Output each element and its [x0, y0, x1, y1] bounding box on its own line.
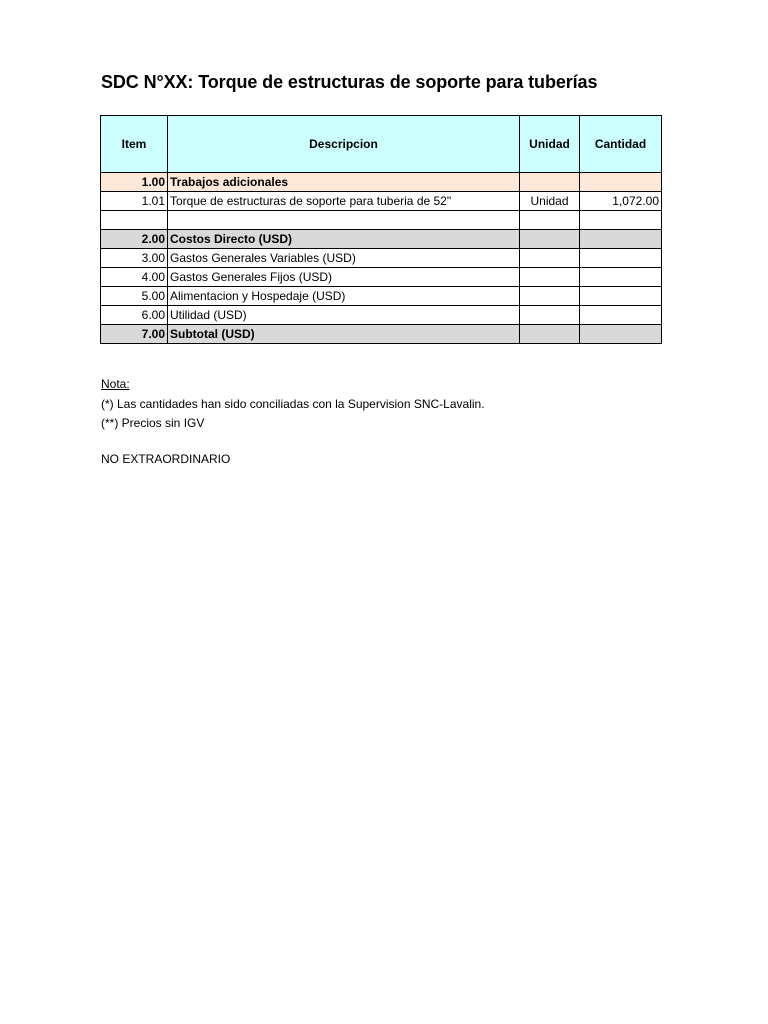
cell-item: 1.00 [101, 173, 168, 192]
column-header-item: Item [101, 116, 168, 173]
cell-descripcion [168, 211, 520, 230]
column-header-cantidad: Cantidad [580, 116, 662, 173]
table-row [101, 325, 662, 344]
cell-unidad [520, 230, 580, 249]
cell-item: 4.00 [101, 268, 168, 287]
cell-cantidad [580, 325, 662, 344]
cell-item: 1.01 [101, 192, 168, 211]
column-header-unidad: Unidad [520, 116, 580, 173]
cell-descripcion: Costos Directo (USD) [168, 230, 520, 249]
cell-cantidad [580, 230, 662, 249]
cell-cantidad [580, 249, 662, 268]
cell-unidad [520, 287, 580, 306]
table-row [101, 249, 662, 268]
cell-descripcion: Gastos Generales Fijos (USD) [168, 268, 520, 287]
cell-unidad [520, 325, 580, 344]
cell-item: 3.00 [101, 249, 168, 268]
cell-descripcion: Subtotal (USD) [168, 325, 520, 344]
table-row [101, 230, 662, 249]
cell-unidad [520, 211, 580, 230]
cell-cantidad [580, 287, 662, 306]
cell-descripcion: Utilidad (USD) [168, 306, 520, 325]
note-line: (*) Las cantidades han sido conciliadas con la Supervision SNC-Lavalin. [101, 396, 485, 411]
cell-unidad: Unidad [520, 192, 580, 211]
cell-unidad [520, 173, 580, 192]
cell-cantidad: 1,072.00 [580, 192, 662, 211]
cell-item: 6.00 [101, 306, 168, 325]
table-row [101, 173, 662, 192]
column-header-descripcion: Descripcion [168, 116, 520, 173]
cell-item [101, 211, 168, 230]
cell-unidad [520, 306, 580, 325]
table-row [101, 192, 662, 211]
cell-item: 7.00 [101, 325, 168, 344]
cell-cantidad [580, 211, 662, 230]
cell-unidad [520, 268, 580, 287]
table-row [101, 211, 662, 230]
notes-title: Nota: [101, 377, 130, 391]
quote-table [100, 115, 662, 344]
cell-item: 5.00 [101, 287, 168, 306]
notes-block [101, 375, 485, 434]
document-title: SDC N°XX: Torque de estructuras de soporte para tuberías [101, 72, 598, 92]
cell-item: 2.00 [101, 230, 168, 249]
cell-unidad [520, 249, 580, 268]
cell-cantidad [580, 306, 662, 325]
cell-descripcion: Alimentacion y Hospedaje (USD) [168, 287, 520, 306]
cell-cantidad [580, 173, 662, 192]
cell-descripcion: Trabajos adicionales [168, 173, 520, 192]
footer-label: NO EXTRAORDINARIO [101, 452, 231, 466]
table-row [101, 306, 662, 325]
cell-cantidad [580, 268, 662, 287]
table-row [101, 287, 662, 306]
note-line: (**) Precios sin IGV [101, 416, 205, 430]
table-body [101, 173, 662, 344]
table-header-row [101, 116, 662, 173]
cell-descripcion: Gastos Generales Variables (USD) [168, 249, 520, 268]
cell-descripcion: Torque de estructuras de soporte para tuberia de 52" [168, 192, 520, 211]
table-row [101, 268, 662, 287]
